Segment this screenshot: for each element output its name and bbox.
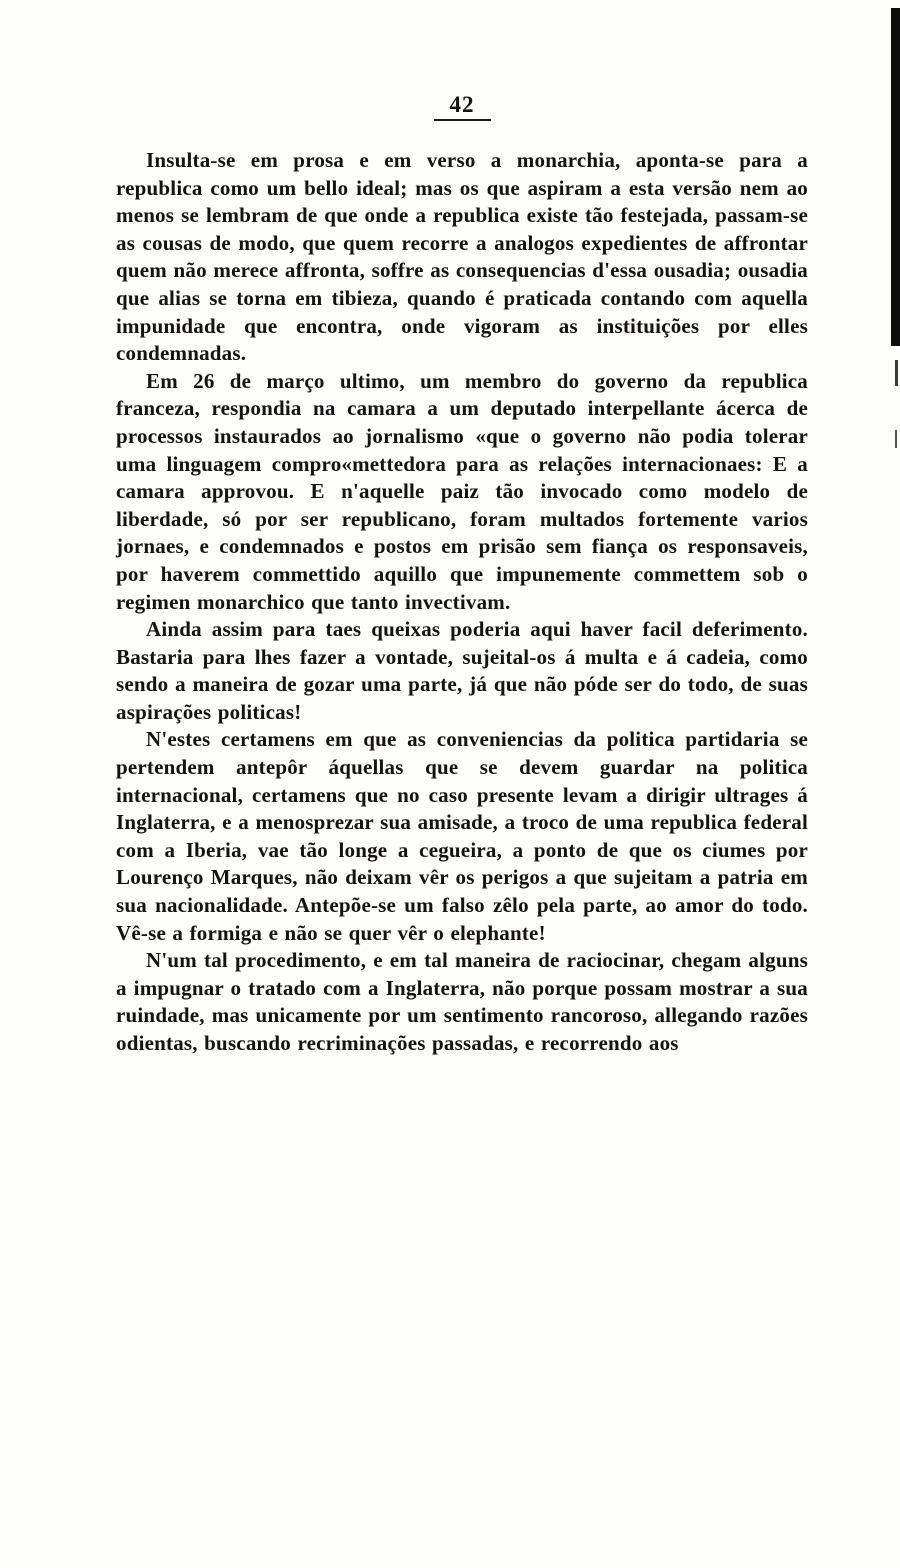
text-block — [116, 92, 808, 1058]
paragraph-4: N'estes certamens em que as conveniencias da politica partidaria se pertendem antepôr áquellas que se devem guardar na politica internacional, certamens que no caso presente levam a dirigir ultrages á Inglaterra, e a menosprezar sua amisade, a troco de uma republica federal com a Iberia, vae tão longe a cegueira, a ponto de que os ciumes por Lourenço Marques, não deixam vêr os perigos a que sujeitam a patria em sua nacionalidade. Antepõe-se um falso zêlo pela parte, ao amor do todo. Vê-se a formiga e não se quer vêr o elephante! — [116, 727, 808, 945]
scan-edge-artifact — [891, 8, 900, 346]
page-number: 42 — [434, 92, 491, 121]
paragraph-2: Em 26 de março ultimo, um membro do governo da republica franceza, respondia na camara a um deputado interpellante ácerca de processos instaurados ao jornalismo «que o governo não podia tolerar uma linguagem compro«mettedora para as relações internacionaes: E a camara approvou. E n'aquelle paiz tão invocado como modelo de liberdade, só por ser republicano, foram multados fortemente varios jornaes, e condemnados e postos em prisão sem fiança os responsaveis, por haverem commettido aquillo que impunemente commettem sob o regimen monarchico que tanto invectivam. — [116, 368, 808, 614]
page-header — [116, 92, 808, 121]
scan-mark-1 — [895, 360, 898, 386]
scan-mark-2 — [895, 430, 897, 448]
paragraph-5: N'um tal procedimento, e em tal maneira de raciocinar, chegam alguns a impugnar o tratado com a Inglaterra, não porque possam mostrar a sua ruindade, mas unicamente por um sentimento rancoroso, allegando razões odientas, buscando recriminações passadas, e recorrendo aos — [116, 948, 808, 1055]
paragraph-3: Ainda assim para taes queixas poderia aqui haver facil deferimento. Bastaria para lhes fazer a vontade, sujeital-os á multa e á cadeia, como sendo a maneira de gozar uma parte, já que não póde ser do todo, de suas aspirações politicas! — [116, 617, 808, 724]
paragraph-1: Insulta-se em prosa e em verso a monarchia, aponta-se para a republica como um bello ideal; mas os que aspiram a esta versão nem ao menos se lembram de que onde a republica existe tão festejada, passam-se as cousas de modo, que quem recorre a analogos expedientes de affrontar quem não merece affronta, soffre as consequencias d'essa ousadia; ousadia que alias se torna em tibieza, quando é praticada contando com aquella impunidade que encontra, onde vigoram as instituições por elles condemnadas. — [116, 148, 808, 366]
